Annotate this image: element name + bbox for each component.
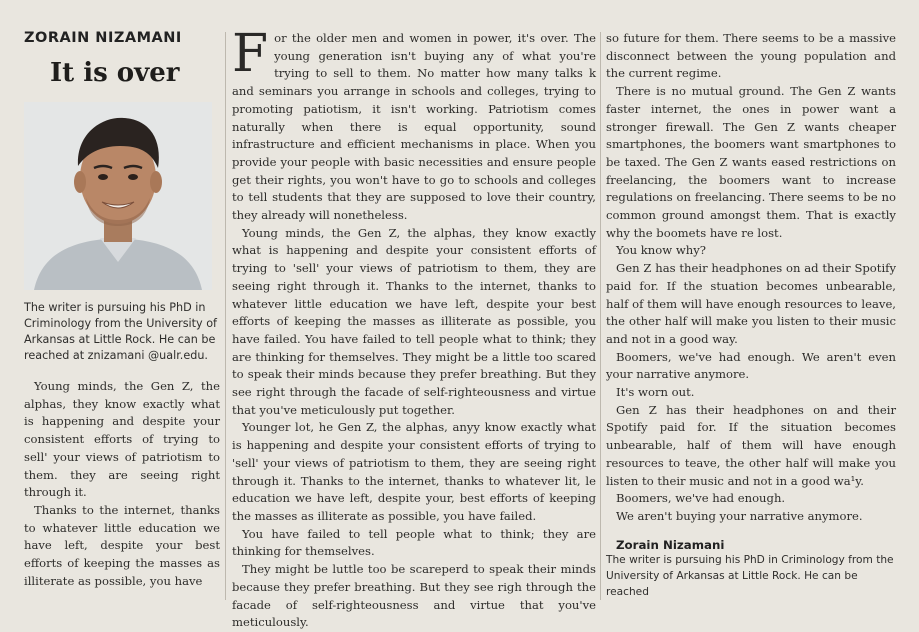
paragraph: Gen Z has their headphones on ad their Spotify paid for. If the stuation becomes unbearable, half of them will have enough resources to leave, the other half will make you listen to their music and not in a good way.: [606, 261, 896, 346]
lead-paragraph: or the older men and women in power, it's over. The young generation isn't buying any of what you're trying to sell to them. No matter how many talks k and seminars you arrange in schools and colleges, trying to promoting patiotism, it isn't working. Patriotism comes naturally when there is equal opportunity, sound infrastructure and efficient mechanisms in place. When you provide your people with basic necessities and ensure people get their rights, you won't have to go to schools and colleges to tell students that they are supposed to love their country, they already will nonetheless.: [232, 31, 596, 223]
column-divider: [225, 32, 226, 600]
paragraph: Boomers, we've had enough.: [616, 491, 786, 506]
lead-paragraph-block: [232, 24, 596, 225]
drop-cap: F: [232, 24, 269, 84]
paragraph: We aren't buying your narrative anymore.: [616, 508, 863, 523]
column-2: [232, 24, 596, 632]
author-caption: The writer is pursuing his PhD in Criminology from the University of Arkansas at Little Rock. He can be reached at znizamani @ualr.edu.: [24, 301, 217, 362]
paragraph: Thanks to the internet, thanks to whatever little education we have left, despite your best efforts of keeping the masses as illiterate as possible, you have: [24, 502, 220, 588]
paragraph: It's worn out.: [616, 385, 695, 400]
column-3: [606, 30, 896, 600]
signature-name: Zorain Nizamani: [616, 537, 725, 552]
paragraph: Boomers, we've had enough. We aren't even your narrative anymore.: [606, 349, 896, 382]
article-headline: It is over: [50, 58, 180, 88]
signature-bio: The writer is pursuing his PhD in Criminology from the University of Arkansas at Little Rock. He can be reached: [606, 553, 894, 598]
paragraph: Younger lot, he Gen Z, the alphas, anyy know exactly what is happening and despite your consistent efforts of trying to 'sell' your views of patriotism to them, they are seeing right through it. Thanks to the internet, thanks to whatever lit, le education we have left, despite your, best efforts of keeping the masses as illiterate as possible, you have failed.: [232, 420, 596, 523]
paragraph: They might be luttle too be scareperd to speak their minds because they prefer breathing. But they see righ through the facade of self-righteousness and virtue that you've meticulously.: [232, 562, 596, 630]
paragraph: Young minds, the Gen Z, the alphas, they know exactly what is happening and despite your consistent efforts of trying to sell' your views of patriotism to them. they are seeing right through it.: [24, 379, 220, 500]
paragraph: Young minds, the Gen Z, the alphas, they know exactly what is happening and despite your consistent efforts of trying to 'sell' your views of patriotism to them, they are seeing right through it. Thanks to the internet, thanks to whatever little education we have left, despite your best efforts of keeping the masses as illiterate as possible, you have failed. You have failed to tell people what to think; they are thinking for themselves. They might be a little too scared to speak their minds because they prefer breathing. But they see right through the facade of self-righteousness and virtue that you've meticulously put together.: [232, 225, 596, 417]
author-portrait-icon: [24, 102, 212, 290]
column-divider: [600, 32, 601, 600]
author-photo: [24, 102, 212, 290]
paragraph: Gen Z has their headphones on and their Spotify paid for. If the situation becomes unbearable, half of them will have enough resources to teave, the other half will make you listen to their music and not in a good wa¹y.: [606, 402, 896, 488]
column-1-text: [24, 378, 220, 590]
author-byline: ZORAIN NIZAMANI: [24, 30, 182, 46]
paragraph: You know why?: [616, 243, 707, 258]
column-1: [24, 28, 220, 590]
paragraph: You have failed to tell people what to think; they are thinking for themselves.: [232, 526, 596, 559]
paragraph: There is no mutual ground. The Gen Z wants faster internet, the ones in power want a stronger firewall. The Gen Z wants cheaper smartphones, the boomers want smartphones to be taxed. The Gen Z wants eased restrictions on freelancing, the boomers want to increase regulations on freelancing. There seems to be no common ground amongst them. That is exactly why the boomets have re lost.: [606, 84, 896, 240]
paragraph: so future for them. There seems to be a massive disconnect between the young population and the current regime.: [606, 31, 896, 81]
